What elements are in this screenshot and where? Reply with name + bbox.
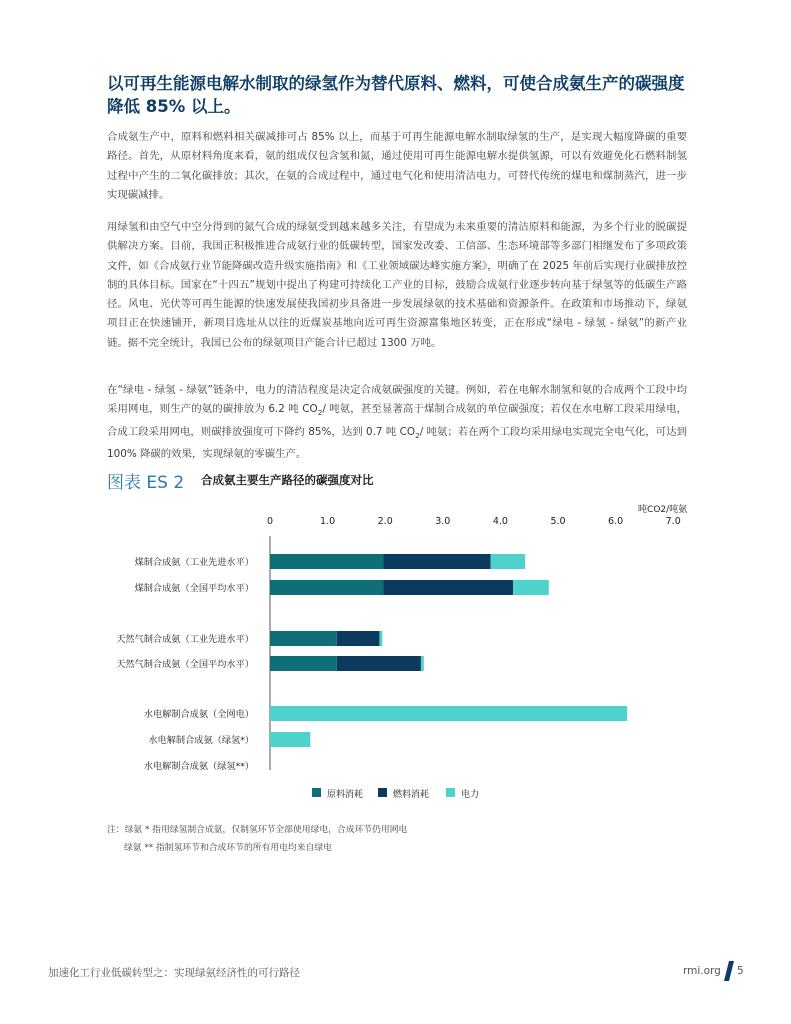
- legend-swatch: [312, 788, 321, 797]
- x-tick-label: 6.0: [608, 516, 624, 527]
- chart-unit-label: 吨CO2/吨氨: [638, 505, 688, 515]
- bar-segment: [337, 631, 380, 646]
- note-line-1: 注：绿氨 * 指用绿氢制合成氨，仅制氢环节全部使用绿电，合成环节仍用网电: [107, 825, 408, 835]
- bar-segment: [513, 580, 549, 595]
- footer-slash-icon: [724, 961, 734, 981]
- paragraph-2: 用绿氢和由空气中空分得到的氮气合成的绿氨受到越来越多关注，有望成为未来重要的清洁原料和能源，为多个行业的脱碳提供解决方案。目前，我国正积极推进合成氨行业的低碳转型，国家发改委、工信部、生态环境部等多部门相继发布了多项政策文件，如《合成氨行业节能降碳改造升级实施指南》和《工业领域碳达峰实施方案》，明确了在 2025 年前后实现行业碳排放控制的具体目标。国家在“十四五”规划中提出了构建可持续化工产业的目标，鼓励合成氨行业逐步转向基于绿氢等的低碳生产路径。风电、光伏等可再生能源的快速发展使我国初步具备进一步发展绿氨的技术基础和资源条件。在政策和市场推动下，绿氨项目正在快速铺开，新项目选址从以往的近煤炭基地向近可再生资源富集地区转变，正在形成“绿电 - 绿氢 - 绿氨”的新产业链。据不完全统计，我国已公布的绿氨项目产能合计已超过 1300 万吨。: [107, 221, 687, 349]
- legend-swatch: [378, 788, 387, 797]
- legend-swatch: [446, 788, 455, 797]
- legend-label: 电力: [461, 790, 480, 800]
- footer-title: 加速化工行业低碳转型之：实现绿氨经济性的可行路径: [48, 967, 300, 979]
- bar-segment: [383, 580, 513, 595]
- x-tick-label: 0: [266, 516, 274, 527]
- x-tick-label: 3.0: [435, 516, 451, 527]
- bar-segment: [337, 656, 421, 671]
- category-label: 天然气制合成氨（工业先进水平）: [116, 634, 254, 645]
- paragraph-3-part-c: / 吨氨；若在两个工段均采用绿电实现完全电气化，可达到 100% 降碳的效果，实现绿氨的零碳生产。: [107, 425, 687, 461]
- bar-segment: [270, 706, 627, 721]
- paragraph-1: 合成氨生产中，原料和燃料相关碳减排可占 85% 以上，而基于可再生能源电解水制取绿氢的生产，是实现大幅度降碳的重要路径。首先，从原材料角度来看，氨的组成仅包含氢和氮，通过使用可再生能源电解水提供氢源，可以有效避免化石燃料制氢过程中产生的二氧化碳排放；其次，在氨的合成过程中，通过电气化和使用清洁电力，可替代传统的煤电和煤制蒸汽，进一步实现碳减排。: [107, 131, 687, 201]
- category-label: 天然气制合成氨（全国平均水平）: [116, 659, 254, 670]
- x-tick-label: 2.0: [377, 516, 393, 527]
- category-label: 水电解制合成氨（全网电）: [143, 709, 254, 720]
- bar-segment: [270, 732, 310, 747]
- section-heading: 以可再生能源电解水制取的绿氢作为替代原料、燃料，可使合成氨生产的碳强度降低 85% 以上。: [107, 74, 685, 116]
- footer-site[interactable]: rmi.org: [683, 965, 721, 977]
- category-label: 煤制合成氨（工业先进水平）: [134, 557, 254, 568]
- paragraph-3-part-a: 在“绿电 - 绿氢 - 绿氨”链条中，电力的清洁程度是决定合成氨碳强度的关键。例如，若在电解水制氢和氨的合成两个工段中均采用网电，则生产的氨的碳排放为 6.2 吨 CO: [107, 384, 687, 416]
- co2-subscript-2: 2: [415, 430, 420, 440]
- bar-segment: [270, 554, 383, 569]
- bar-segment: [379, 631, 382, 646]
- paragraph-3-part-b: / 吨氨，甚至显著高于煤制合成氨的单位碳强度；若仅在水电解工段采用绿电，合成工段采用网电，则碳排放强度可下降约 85%，达到 0.7 吨 CO: [107, 403, 687, 438]
- footer-page-number: 5: [737, 965, 744, 977]
- bar-segment: [270, 580, 383, 595]
- legend-label: 燃料消耗: [393, 790, 430, 800]
- figure-title: 合成氨主要生产路径的碳强度对比: [201, 473, 374, 487]
- x-tick-label: 4.0: [492, 516, 508, 527]
- x-tick-label: 5.0: [550, 516, 566, 527]
- legend-label: 原料消耗: [327, 790, 364, 800]
- bar-segment: [421, 656, 424, 671]
- figure-label: 图表 ES 2: [107, 473, 185, 493]
- bar-segment: [383, 554, 490, 569]
- x-tick-label: 1.0: [320, 516, 336, 527]
- category-label: 煤制合成氨（全国平均水平）: [134, 583, 254, 594]
- category-label: 水电解制合成氨（绿氢*）: [148, 735, 254, 746]
- bar-segment: [270, 631, 337, 646]
- co2-subscript-1: 2: [317, 408, 323, 418]
- note-line-2: 绿氨 ** 指制氢环节和合成环节的所有用电均来自绿电: [124, 843, 332, 853]
- bar-segment: [270, 656, 337, 671]
- bar-segment: [491, 554, 526, 569]
- x-tick-label: 7.0: [665, 516, 681, 527]
- category-label: 水电解制合成氨（绿氢**）: [143, 761, 254, 772]
